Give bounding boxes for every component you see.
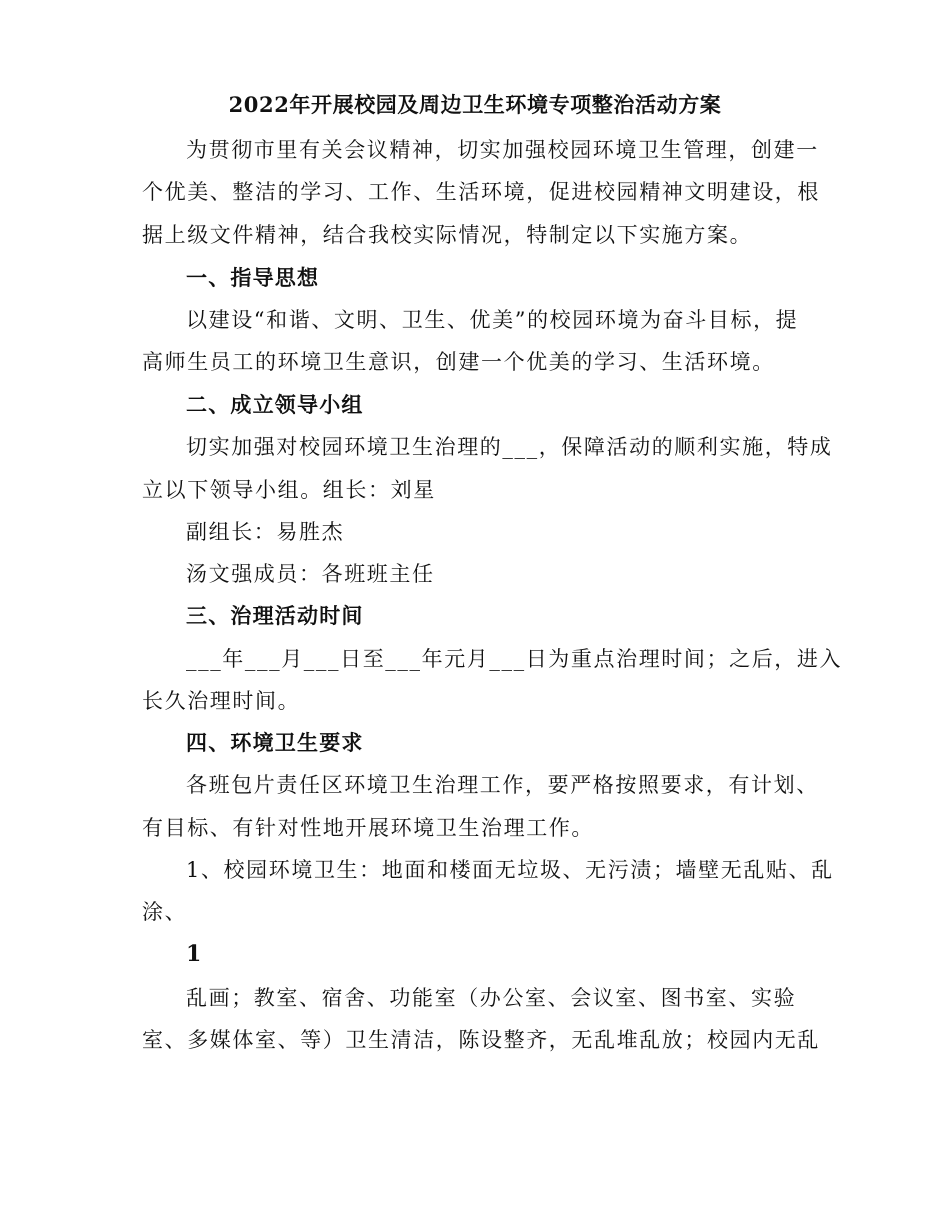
section1-line-1: 以建设“和谐、文明、卫生、优美”的校园环境为奋斗目标，提 [186,308,799,332]
section2-line-2: 立以下领导小组。组长：刘星 [142,478,436,502]
section-heading-2: 二、成立领导小组 [186,392,364,417]
section1-line-2: 高师生员工的环境卫生意识，创建一个优美的学习、生活环境。 [142,350,775,374]
section-heading-1: 一、指导思想 [186,265,320,290]
section3-line-2: 长久治理时间。 [142,689,301,713]
section4-line-4: 涂、 [142,900,188,924]
continuation-line-1: 乱画；教室、宿舍、功能室（办公室、会议室、图书室、实验 [186,986,797,1010]
continuation-line-2: 室、多媒体室、等）卫生清洁，陈设整齐，无乱堆乱放；校园内无乱 [142,1028,820,1052]
intro-line-2: 个优美、整洁的学习、工作、生活环境，促进校园精神文明建设，根 [142,180,820,204]
page-number: 1 [186,941,202,967]
intro-line-1: 为贯彻市里有关会议精神，切实加强校园环境卫生管理，创建一 [186,138,819,162]
section-heading-4: 四、环境卫生要求 [186,730,364,755]
section2-line-1: 切实加强对校园环境卫生治理的___，保障活动的顺利实施，特成 [186,435,833,459]
section4-line-2: 有目标、有针对性地开展环境卫生治理工作。 [142,816,594,840]
section4-line-3: 1、校园环境卫生：地面和楼面无垃圾、无污渍；墙壁无乱贴、乱 [186,858,834,882]
intro-line-3: 据上级文件精神，结合我校实际情况，特制定以下实施方案。 [142,223,753,247]
section2-line-4: 汤文强成员：各班班主任 [186,562,435,586]
document-title: 2022年开展校园及周边卫生环境专项整治活动方案 [228,92,722,117]
section2-line-3: 副组长：易胜杰 [186,520,345,544]
section-heading-3: 三、治理活动时间 [186,603,364,628]
section4-line-1: 各班包片责任区环境卫生治理工作，要严格按照要求，有计划、 [186,773,819,797]
section3-line-1: ___年___月___日至___年元月___日为重点治理时间；之后，进入 [186,647,843,671]
